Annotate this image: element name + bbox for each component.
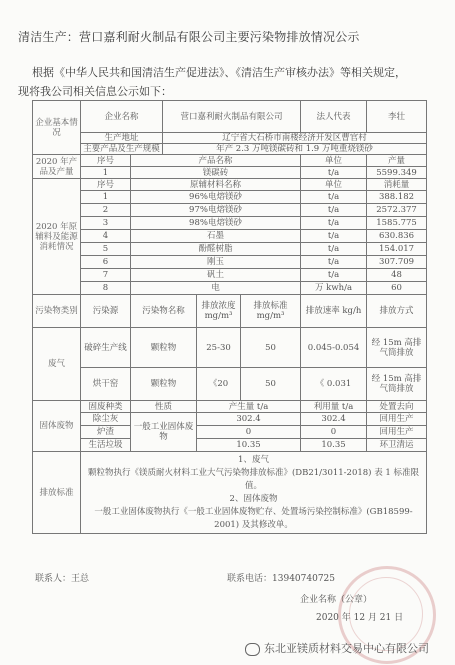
material-name: 电 <box>131 282 301 295</box>
material-qty: 2572.377 <box>367 204 427 217</box>
waste-type: 生活垃圾 <box>81 439 131 452</box>
waste-header-type: 固废种类 <box>81 401 131 413</box>
materials-header-qty: 消耗量 <box>367 179 427 191</box>
waste-use: 0 <box>301 426 367 439</box>
material-no: 2 <box>81 204 131 217</box>
table-row <box>33 191 427 204</box>
phone <box>227 571 335 584</box>
material-qty: 307.709 <box>367 256 427 269</box>
table-row <box>33 269 427 282</box>
pollutant-conc: 25-30 <box>197 328 241 368</box>
material-no: 6 <box>81 256 131 269</box>
intro-paragraph <box>18 63 427 101</box>
material-unit: 万 kwh/a <box>301 282 367 295</box>
pollutant-method: 经 15m 高排气筒排放 <box>367 368 427 401</box>
material-unit: t/a <box>301 243 367 256</box>
table-row <box>33 413 427 426</box>
address-label: 生产地址 <box>81 133 163 144</box>
waste-type: 炉渣 <box>81 426 131 439</box>
table-row <box>33 282 427 295</box>
pollutant-name: 颗粒物 <box>131 368 197 401</box>
material-qty: 154.017 <box>367 243 427 256</box>
waste-use: 10.35 <box>301 439 367 452</box>
legal-rep-label: 法人代表 <box>301 101 367 133</box>
product-scale-value: 年产 2.3 万吨镁碳砖和 1.9 万吨重烧镁砂 <box>163 144 427 155</box>
contact-name: 王总 <box>71 574 90 584</box>
phone-label: 联系电话： <box>227 574 273 584</box>
materials-section-label: 2020 年原辅料及能源消耗情况 <box>33 179 81 295</box>
waste-prod: 0 <box>197 426 301 439</box>
legal-rep-value: 李壮 <box>367 101 427 133</box>
pollutant-header-rate: 排放速率 kg/h <box>301 295 367 328</box>
pollutant-header-method: 排放方式 <box>367 295 427 328</box>
material-name: 98%电熔镁砂 <box>131 217 301 230</box>
material-no: 5 <box>81 243 131 256</box>
table-row <box>33 204 427 217</box>
pollutant-header-std: 排放标准 mg/m³ <box>241 295 301 328</box>
table-row <box>33 217 427 230</box>
waste-header-dest: 处置去向 <box>367 401 427 413</box>
material-no: 4 <box>81 230 131 243</box>
waste-prod: 10.35 <box>197 439 301 452</box>
products-header-no: 序号 <box>81 155 131 167</box>
waste-type: 除尘灰 <box>81 413 131 426</box>
material-name: 刚玉 <box>131 256 301 269</box>
table-row <box>33 256 427 269</box>
table-row <box>33 167 427 179</box>
pollutant-source: 破碎生产线 <box>81 328 131 368</box>
material-name: 矾土 <box>131 269 301 282</box>
waste-header-use: 利用量 t/a <box>301 401 367 413</box>
company-signature: 企业名称（公章） <box>300 595 373 605</box>
material-no: 8 <box>81 282 131 295</box>
material-qty: 60 <box>367 282 427 295</box>
pollutant-rate: 0.045-0.054 <box>301 328 367 368</box>
products-header-qty: 产量 <box>367 155 427 167</box>
material-unit: t/a <box>301 217 367 230</box>
materials-header-unit: 单位 <box>301 179 367 191</box>
products-header-name: 产品名称 <box>131 155 301 167</box>
contact-line <box>35 571 336 584</box>
product-unit: t/a <box>301 167 367 179</box>
waste-section-label: 固体废物 <box>33 401 81 452</box>
phone-value: 13940740725 <box>272 574 336 584</box>
watermark <box>245 640 429 656</box>
pollutant-conc: 《20 <box>197 368 241 401</box>
product-scale-label: 主要产品及生产规模 <box>81 144 163 155</box>
table-row <box>33 439 427 452</box>
waste-dest: 回用生产 <box>367 426 427 439</box>
standards-line: 2、固体废物 <box>229 493 278 504</box>
standards-line: 颗粒物执行《镁质耐火材料工业大气污染物排放标准》(DB21/3011-2018) 表 1 标准限值。 <box>87 467 420 491</box>
material-no: 7 <box>81 269 131 282</box>
material-name: 酚醛树脂 <box>131 243 301 256</box>
products-header-unit: 单位 <box>301 155 367 167</box>
pollutant-source: 烘干窑 <box>81 368 131 401</box>
table-row <box>33 243 427 256</box>
address-value: 辽宁省大石桥市南楼经济开发区曹官村 <box>163 133 427 144</box>
pollutant-method: 经 15m 高排气筒排放 <box>367 328 427 368</box>
pollutant-name: 颗粒物 <box>131 328 197 368</box>
material-name: 石墨 <box>131 230 301 243</box>
material-unit: t/a <box>301 256 367 269</box>
material-qty: 1585.775 <box>367 217 427 230</box>
pollutant-header-name: 污染物名称 <box>131 295 197 328</box>
material-name: 96%电熔镁砂 <box>131 191 301 204</box>
intro-line-1: 根据《中华人民共和国清洁生产促进法》、《清洁生产审核办法》等相关规定， <box>32 66 406 79</box>
pollutant-std: 50 <box>241 368 301 401</box>
pollutant-section-label: 污染物类别 <box>33 295 81 328</box>
contact-label: 联系人： <box>35 574 72 584</box>
standards-text <box>81 452 427 534</box>
material-no: 3 <box>81 217 131 230</box>
table-row <box>33 426 427 439</box>
table-row <box>33 328 427 368</box>
product-qty: 5599.349 <box>367 167 427 179</box>
waste-header-nature: 性质 <box>131 401 197 413</box>
waste-dest: 回用生产 <box>367 413 427 426</box>
company-name-value: 营口嘉利耐火制品有限公司 <box>163 101 301 133</box>
pollutant-header-conc: 排放浓度 mg/m³ <box>197 295 241 328</box>
standards-line: 一般工业固体废物执行《一般工业固体废物贮存、处置场污染控制标准》(GB18599-2001) 及其修改单。 <box>94 506 413 530</box>
page-title: 清洁生产：营口嘉利耐火制品有限公司主要污染物排放情况公示 <box>18 30 360 44</box>
intro-line-2: 现将我公司相关信息公示如下： <box>18 85 172 98</box>
material-unit: t/a <box>301 269 367 282</box>
pollutant-rate: 《 0.031 <box>301 368 367 401</box>
pollutant-header-source: 污染源 <box>81 295 131 328</box>
product-name: 镁碳砖 <box>131 167 301 179</box>
standards-line: 1、废气 <box>238 454 269 465</box>
material-qty: 630.836 <box>367 230 427 243</box>
table-row <box>33 368 427 401</box>
wechat-icon <box>245 643 260 656</box>
materials-header-name: 原辅材料名称 <box>131 179 301 191</box>
company-name-label: 企业名称 <box>81 101 163 133</box>
exhaust-gas-label: 废气 <box>33 328 81 401</box>
material-unit: t/a <box>301 204 367 217</box>
waste-dest: 环卫清运 <box>367 439 427 452</box>
waste-use: 302.4 <box>301 413 367 426</box>
waste-header-prod: 产生量 t/a <box>197 401 301 413</box>
products-section-label: 2020 年产品及产量 <box>33 155 81 179</box>
watermark-text: 东北亚镁质材料交易中心有限公司 <box>264 642 429 655</box>
disclosure-table <box>32 100 427 534</box>
material-name: 97%电熔镁砂 <box>131 204 301 217</box>
table-row <box>33 230 427 243</box>
waste-prod: 302.4 <box>197 413 301 426</box>
material-qty: 48 <box>367 269 427 282</box>
product-no: 1 <box>81 167 131 179</box>
material-qty: 388.182 <box>367 191 427 204</box>
document-date: 2020 年 12 月 21 日 <box>316 613 404 623</box>
standards-section-label: 排放标准 <box>33 452 81 534</box>
materials-header-no: 序号 <box>81 179 131 191</box>
material-no: 1 <box>81 191 131 204</box>
waste-nature: 一般工业固体废物 <box>131 413 197 452</box>
pollutant-std: 50 <box>241 328 301 368</box>
material-unit: t/a <box>301 191 367 204</box>
material-unit: t/a <box>301 230 367 243</box>
company-section-label: 企业基本情况 <box>33 101 81 155</box>
